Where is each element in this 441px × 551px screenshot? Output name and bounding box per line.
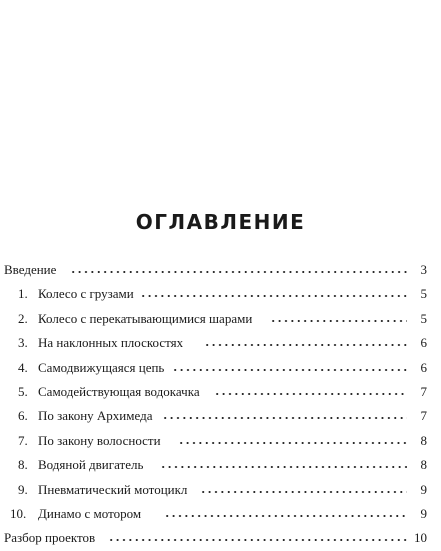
toc-entry — [0, 282, 441, 306]
toc-leader-dots — [178, 440, 407, 446]
toc-entry — [0, 258, 441, 282]
toc-entry-label: 9. Пневматический мотоцикл — [18, 478, 187, 502]
toc-entry — [0, 404, 441, 428]
toc-page-number: 8 — [420, 432, 427, 448]
toc-page-number: 7 — [420, 383, 427, 399]
toc-entry-label: 8. Водяной двигатель — [18, 453, 143, 477]
toc-entry — [0, 502, 441, 526]
toc-leader-dots — [164, 513, 407, 519]
toc-page-number: 5 — [420, 310, 427, 326]
toc-page-number: 9 — [420, 481, 427, 497]
toc-page-number: 8 — [420, 457, 427, 473]
toc-leader-dots — [162, 415, 407, 421]
toc-entry-label: 1. Колесо с грузами — [18, 282, 134, 306]
toc-page-number: 9 — [420, 505, 427, 521]
toc-entry-label: 4. Самодвижущаяся цепь — [18, 356, 164, 380]
toc-entry — [0, 356, 441, 380]
toc-list — [0, 258, 441, 551]
toc-leader-dots — [160, 464, 407, 470]
toc-entry-label: 3. На наклонных плоскостях — [18, 331, 183, 355]
toc-page-number: 3 — [420, 262, 427, 277]
toc-page-number: 5 — [420, 286, 427, 302]
toc-entry-label: 6. По закону Архимеда — [18, 404, 152, 428]
toc-page-number: 6 — [420, 335, 427, 351]
toc-entry — [0, 307, 441, 331]
toc-page-number: 6 — [420, 359, 427, 375]
toc-leader-dots — [214, 391, 407, 397]
toc-entry — [0, 380, 441, 404]
toc-leader-dots — [108, 537, 407, 543]
toc-leader-dots — [200, 489, 407, 495]
toc-page-number: 7 — [420, 408, 427, 424]
toc-entry-label: 5. Самодействующая водокачка — [18, 380, 200, 404]
toc-entry — [0, 526, 441, 550]
toc-entry-label: 10. Динамо с мотором — [10, 502, 141, 526]
toc-leader-dots — [172, 367, 407, 373]
toc-entry-label: Введение — [4, 258, 56, 282]
toc-entry — [0, 331, 441, 355]
toc-entry-label: 2. Колесо с перекатывающимися шарами — [18, 307, 252, 331]
toc-entry-label: 7. По закону волосности — [18, 429, 161, 453]
toc-entry — [0, 453, 441, 477]
toc-title: ОГЛАВЛЕНИЕ — [135, 210, 306, 234]
toc-leader-dots — [140, 293, 407, 299]
toc-entry — [0, 478, 441, 502]
toc-leader-dots — [70, 269, 407, 275]
toc-page-number: 10 — [414, 530, 427, 546]
toc-entry-label: Разбор проектов — [4, 526, 95, 550]
toc-leader-dots — [204, 342, 407, 348]
toc-leader-dots — [270, 318, 407, 324]
toc-entry — [0, 429, 441, 453]
